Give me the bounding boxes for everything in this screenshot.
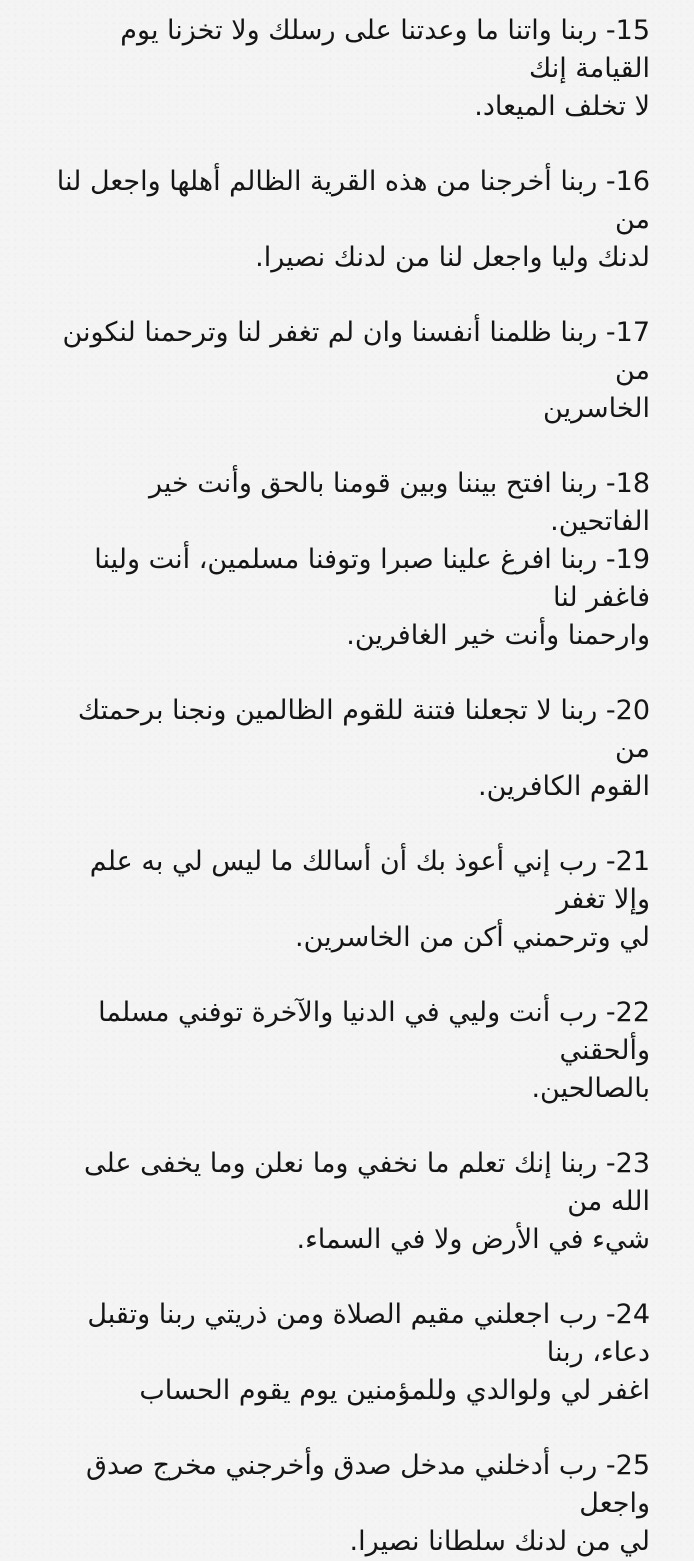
dua-entry-24 (52, 1296, 650, 1410)
dua-entry-15 (52, 12, 650, 126)
entry-line: 21- رب إني أعوذ بك أن أسالك ما ليس لي به علم وإلا تغفر (89, 846, 650, 915)
entry-line: القوم الكافرين. (478, 771, 650, 802)
entry-line: لدنك وليا واجعل لنا من لدنك نصيرا. (255, 242, 650, 273)
entry-line: لي وترحمني أكن من الخاسرين. (295, 922, 650, 953)
entry-line: 17- ربنا ظلمنا أنفسنا وان لم تغفر لنا وترحمنا لنكونن من (62, 317, 650, 386)
dua-entry-18 (52, 465, 650, 541)
entry-line: 24- رب اجعلني مقيم الصلاة ومن ذريتي ربنا وتقبل دعاء، ربنا (87, 1299, 650, 1368)
entry-line: 19- ربنا افرغ علينا صبرا وتوفنا مسلمين، أنت ولينا فاغفر لنا (94, 544, 650, 613)
dua-entry-19 (52, 541, 650, 655)
entry-line: لا تخلف الميعاد. (474, 91, 650, 122)
entry-line: 18- ربنا افتح بيننا وبين قومنا بالحق وأنت خير الفاتحين. (148, 468, 650, 537)
entry-line: الخاسرين (543, 393, 650, 424)
dua-entry-17 (52, 314, 650, 428)
dua-entry-16 (52, 163, 650, 277)
paragraph-gap (52, 428, 650, 465)
paragraph-gap (52, 806, 650, 843)
entry-line: 16- ربنا أخرجنا من هذه القرية الظالم أهلها واجعل لنا من (56, 166, 650, 235)
dua-entry-22 (52, 994, 650, 1108)
paragraph-gap (52, 1108, 650, 1145)
entry-line: 20- ربنا لا تجعلنا فتنة للقوم الظالمين ونجنا برحمتك من (77, 695, 650, 764)
paragraph-gap (52, 1410, 650, 1447)
paragraph-gap (52, 277, 650, 314)
entry-line: بالصالحين. (531, 1073, 650, 1104)
entry-line: وارحمنا وأنت خير الغافرين. (346, 620, 650, 651)
paragraph-gap (52, 957, 650, 994)
entry-line: اغفر لي ولوالدي وللمؤمنين يوم يقوم الحساب (139, 1375, 650, 1406)
entry-line: 25- رب أدخلني مدخل صدق وأخرجني مخرج صدق واجعل (86, 1450, 650, 1519)
entry-line: 15- ربنا واتنا ما وعدتنا على رسلك ولا تخزنا يوم القيامة إنك (120, 15, 650, 84)
paragraph-gap (52, 126, 650, 163)
entry-line: شيء في الأرض ولا في السماء. (296, 1224, 650, 1255)
paragraph-gap (52, 1259, 650, 1296)
entry-line: 22- رب أنت وليي في الدنيا والآخرة توفني مسلما وألحقني (98, 997, 650, 1066)
entry-line: 23- ربنا إنك تعلم ما نخفي وما نعلن وما يخفى على الله من (83, 1148, 650, 1217)
entry-line: لي من لدنك سلطانا نصيرا. (349, 1526, 650, 1557)
paragraph-gap (52, 655, 650, 692)
dua-entry-25 (52, 1447, 650, 1561)
dua-entry-23 (52, 1145, 650, 1259)
dua-entry-20 (52, 692, 650, 806)
dua-entry-21 (52, 843, 650, 957)
